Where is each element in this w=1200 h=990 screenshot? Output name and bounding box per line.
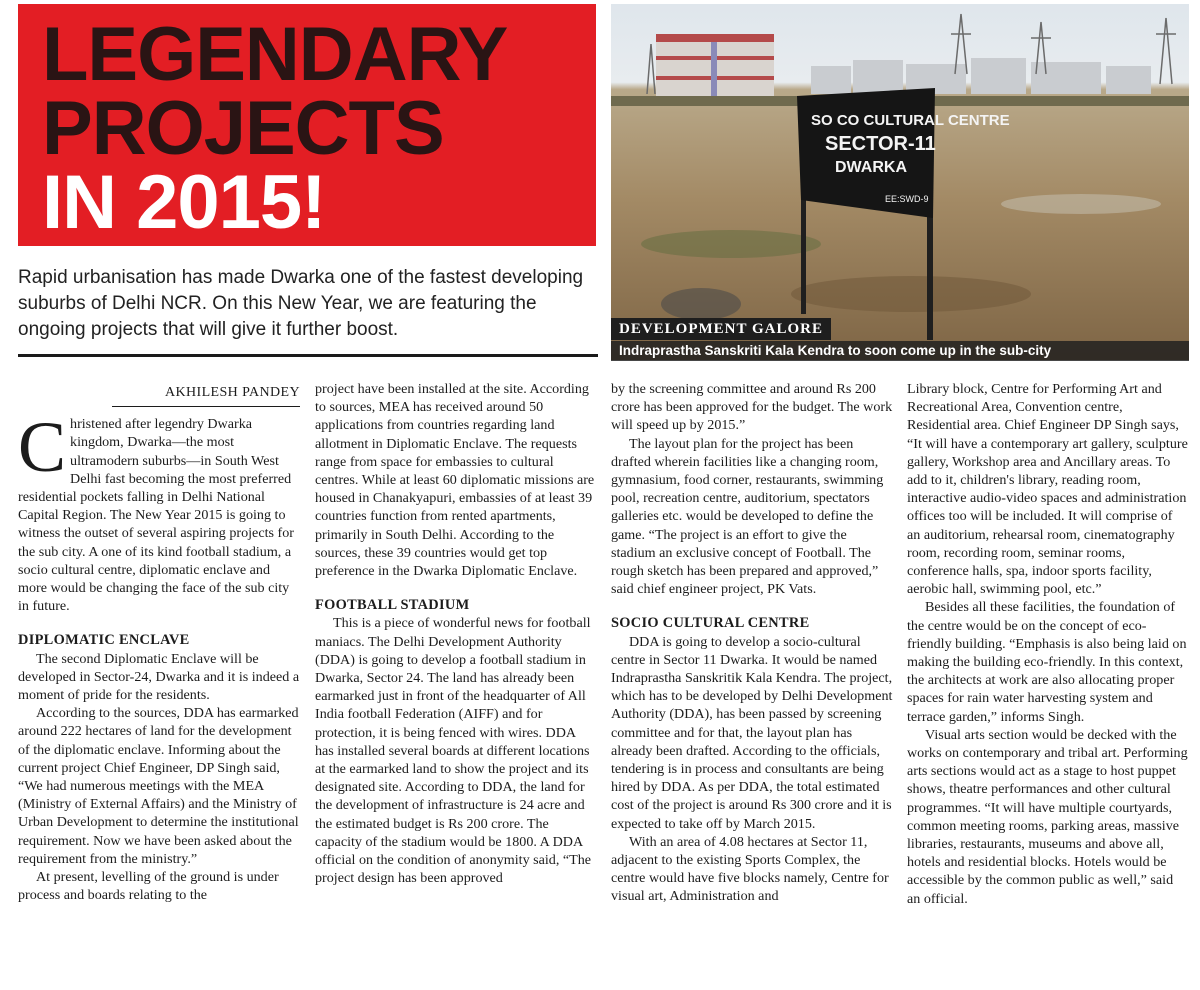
paragraph: With an area of 4.08 hectares at Sector 11, adjacent to the existing Sports Complex, the centre would have five blocks namely, Centre for visual art, Administration and (611, 833, 889, 905)
background-buildings (811, 58, 1151, 94)
headline-line-1: LEGENDARY (42, 12, 508, 97)
photo-illustration (611, 4, 1189, 360)
paragraph: At present, levelling of the ground is under process and boards relating to the (18, 869, 279, 904)
subhead-diplomatic-enclave: DIPLOMATIC ENCLAVE (18, 632, 190, 649)
paragraph: Library block, Centre for Performing Art and Recreational Area, Convention centre, Residential area. Chief Engineer DP Singh says, “It will have a contemporary art gallery, sculpture gallery, Workshop area and Ancillary areas. To add to it, children's library, reading room, interactive audio-video spaces and administration offices too will be included. It will comprise of an auditorium, rehearsal room, cinematography room, recording room, seminar rooms, conference halls, spa, indoor sports facility, aerobic hall, swimming pool, etc.” (907, 381, 1188, 598)
byline-divider (112, 406, 300, 407)
photo-caption: Indraprastha Sanskriti Kala Kendra to soon come up in the sub-city (611, 341, 1189, 361)
headline-line-2: PROJECTS (42, 86, 444, 171)
lead-paragraph-text: hristened after legendry Dwarka kingdom, Dwarka—the most ultramodern suburbs—in South West Delhi fast becoming the most preferred residential pockets falling in Delhi National Capital Region. The New Year 2015 is going to witness the outset of several aspiring projects for the sub city. A one of its kind football stadium, a socio cultural centre, diplomatic enclave and more would be changing the face of the sub city in future. (18, 416, 294, 615)
paragraph: According to the sources, DDA has earmarked around 222 hectares of land for the development of the diplomatic enclave. Informing about the current project Chief Engineer, DP Singh said, “We had numerous meetings with the MEA (Ministry of External Affairs) and the Ministry of Urban Development to determine the institutional requirement. Now we have been asked about the requirement from the ministry.” (18, 705, 299, 867)
article-column-4 (907, 380, 1189, 908)
paragraph: This is a piece of wonderful news for football maniacs. The Delhi Development Authority (DDA) is going to develop a football stadium in Dwarka, Sector 24. The land has already been earmarked just in front of the headquarter of All India football Federation (AIFF) and for protection, it is being fenced with wires. DDA has installed several boards at different locations at the earmarked land to show the project and its designated site. According to DDA, the land for the development of infrastructure is 24 acre and the estimated budget is Rs 200 crore. The capacity of the stadium would be 1800. A DDA official on the condition of anonymity said, “The project design has been approved (315, 615, 592, 887)
sign-line-1: SO CO CULTURAL CENTRE (811, 112, 1010, 129)
paragraph: Besides all these facilities, the foundation of the centre would be on the concept of eco-friendly building. “Emphasis is also being laid on making the building eco-friendly. In this context, the architects at work are also allocating proper spaces for rain water harvesting system and terrace garden,” informs Singh. (907, 599, 1187, 725)
subhead-football-stadium: FOOTBALL STADIUM (315, 597, 470, 614)
lead-paragraph (18, 407, 300, 615)
paragraph: The layout plan for the project has been drafted wherein facilities like a changing room, gymnasium, food corner, restaurants, swimming pool, recreation centre, auditorium, spectators galleries etc. would be developed to define the game. “The project is an effort to give the stadium an exclusive concept of Football. The rough sketch has been prepared and approved,” said chief engineer project, PK Vats. (611, 435, 884, 598)
main-building (656, 34, 774, 106)
standfirst-divider (18, 354, 598, 357)
headline-line-3: IN 2015! (42, 160, 326, 245)
paragraph: by the screening committee and around Rs 200 crore has been approved for the budget. The work will speed up by 2015.” (611, 381, 893, 434)
drop-cap: C (18, 407, 67, 488)
article-column-3 (611, 380, 893, 906)
sign-line-2: SECTOR-11 (825, 133, 936, 155)
article-column-1 (18, 380, 300, 904)
byline: AKHILESH PANDEY (165, 385, 300, 400)
paragraph: Visual arts section would be decked with the works on contemporary and tribal art. Performing arts sections would act as a stage to host puppet shows, theatre performances and other cultural programmes. “It will have multiple courtyards, common meeting rooms, parking areas, massive libraries, restaurants, museums and above all, hotels and residential blocks. Hotels would be accessible by the common public as well,” said an official. (907, 726, 1188, 907)
paragraph: project have been installed at the site. According to sources, MEA has received around 50 applications from countries regarding land allotment in Diplomatic Enclave. The requests range from space for embassies to cultural centres. While at least 60 diplomatic missions are housed in Chanakyapuri, embassies of at least 39 countries function from rented apartments, primarily in South Delhi. According to the sources, these 39 countries would get top preference in the Dwarka Diplomatic Enclave. (315, 381, 595, 580)
headline-box (18, 4, 596, 246)
paragraph: The second Diplomatic Enclave will be developed in Sector-24, Dwarka and it is indeed a moment of pride for the residents. (18, 650, 300, 704)
sign-code: EE:SWD-9 (885, 194, 929, 204)
photo-caption-tag: DEVELOPMENT GALORE (611, 318, 831, 340)
subhead-socio-cultural-centre: SOCIO CULTURAL CENTRE (611, 615, 810, 632)
paragraph: DDA is going to develop a socio-cultural centre in Sector 11 Dwarka. It would be named Indraprastha Sanskritik Kala Kendra. The project, which has to be developed by Delhi Development Authority (DDA), has been passed by screening committee and for that, the layout plan has already been drafted. According to the officials, tendering is in process and consultants are being hired by DDA. As per DDA, the total estimated cost of the project is around Rs 300 crore and it is expected to take off by March 2015. (611, 633, 893, 832)
standfirst: Rapid urbanisation has made Dwarka one of the fastest developing suburbs of Delhi NCR. On this New Year, we are featuring the ongoing projects that will give it further boost. (18, 267, 584, 340)
sign-line-3: DWARKA (835, 159, 907, 176)
article-column-2 (315, 380, 597, 887)
lead-photo (611, 4, 1189, 360)
